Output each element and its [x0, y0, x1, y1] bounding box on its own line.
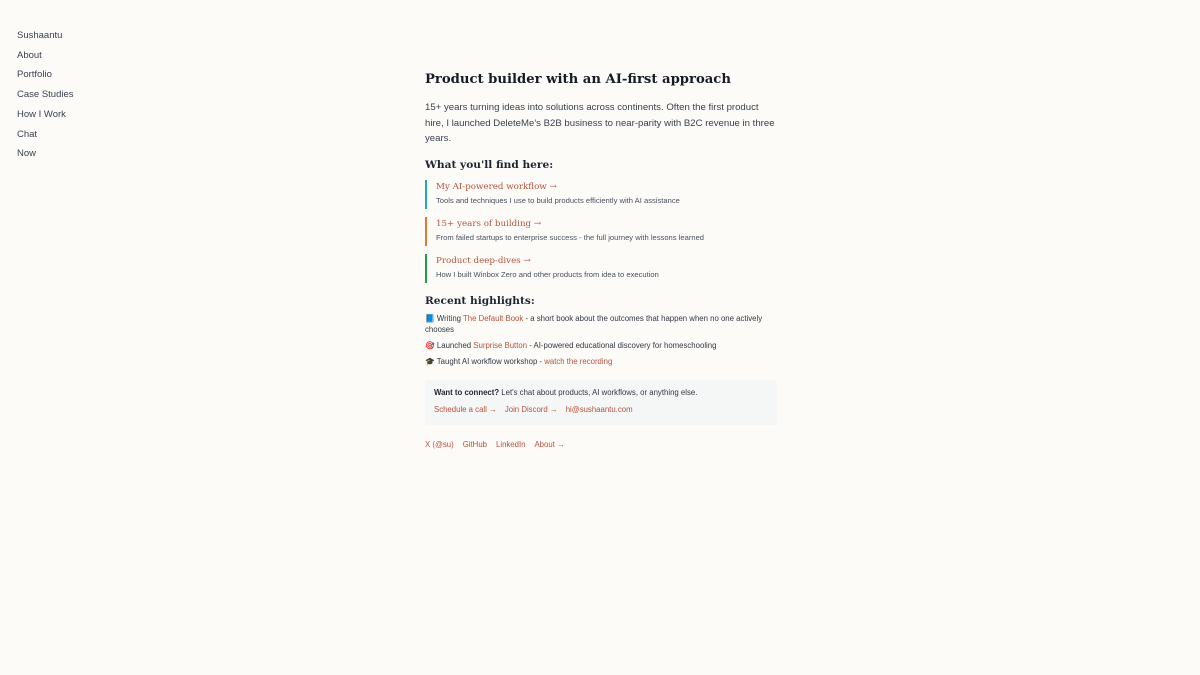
card-deep-dives — [425, 254, 777, 283]
footer-about-link[interactable]: About → — [534, 439, 565, 449]
card-list — [425, 180, 777, 283]
sidebar-item-how-i-work[interactable]: How I Work — [17, 108, 66, 120]
x-link[interactable]: X (@su) — [425, 439, 454, 449]
connect-links — [434, 405, 768, 414]
connect-box — [425, 380, 777, 425]
default-book-link[interactable]: The Default Book — [463, 313, 524, 323]
watch-recording-link[interactable]: watch the recording — [544, 356, 613, 366]
surprise-button-link[interactable]: Surprise Button — [473, 340, 528, 350]
card-description: Tools and techniques I use to build products efficiently with AI assistance — [436, 195, 680, 205]
highlights-list — [425, 313, 777, 367]
github-link[interactable]: GitHub — [462, 439, 487, 449]
card-ai-workflow — [425, 180, 777, 209]
highlight-item: 🎯 Launched Surprise Button - AI-powered educational discovery for homeschooling — [425, 340, 717, 350]
card-years-building — [425, 217, 777, 246]
sidebar-item-sushaantu[interactable]: Sushaantu — [17, 30, 63, 41]
intro-paragraph: 15+ years turning ideas into solutions across continents. Often the first product hire, I launched DeleteMe's B2B business to near-parity with B2C revenue in three years. — [425, 102, 775, 144]
connect-text: Want to connect? Let's chat about products, AI workflows, or anything else. — [434, 387, 698, 397]
linkedin-link[interactable]: LinkedIn — [496, 439, 526, 449]
card-title-link[interactable]: 15+ years of building → — [436, 218, 542, 229]
sidebar-nav — [17, 26, 74, 164]
card-description: How I built Winbox Zero and other products from idea to execution — [436, 269, 659, 279]
main-content — [425, 71, 777, 449]
find-heading: What you'll find here: — [425, 158, 554, 171]
sidebar-item-case-studies[interactable]: Case Studies — [17, 89, 74, 101]
graduation-cap-icon: 🎓 — [425, 356, 435, 366]
target-icon: 🎯 — [425, 340, 435, 350]
card-description: From failed startups to enterprise success - the full journey with lessons learned — [436, 232, 705, 242]
join-discord-link[interactable]: Join Discord → — [504, 404, 558, 414]
sidebar-item-now[interactable]: Now — [17, 148, 37, 160]
sidebar-item-chat[interactable]: Chat — [17, 128, 38, 140]
page-title: Product builder with an AI-first approach — [425, 72, 731, 87]
schedule-call-link[interactable]: Schedule a call → — [434, 404, 497, 414]
highlight-item: 📘 Writing The Default Book - a short book about the outcomes that happen when no one actively chooses — [425, 313, 763, 334]
footer-links — [425, 440, 777, 449]
card-title-link[interactable]: Product deep-dives → — [436, 255, 531, 266]
sidebar-item-about[interactable]: About — [17, 49, 42, 61]
email-link[interactable]: hi@sushaantu.com — [565, 404, 633, 414]
card-title-link[interactable]: My AI-powered workflow → — [436, 181, 557, 192]
highlight-item: 🎓 Taught AI workflow workshop - watch the recording — [425, 356, 613, 366]
sidebar-item-portfolio[interactable]: Portfolio — [17, 69, 52, 81]
book-icon: 📘 — [425, 313, 435, 323]
highlights-heading: Recent highlights: — [425, 294, 535, 307]
